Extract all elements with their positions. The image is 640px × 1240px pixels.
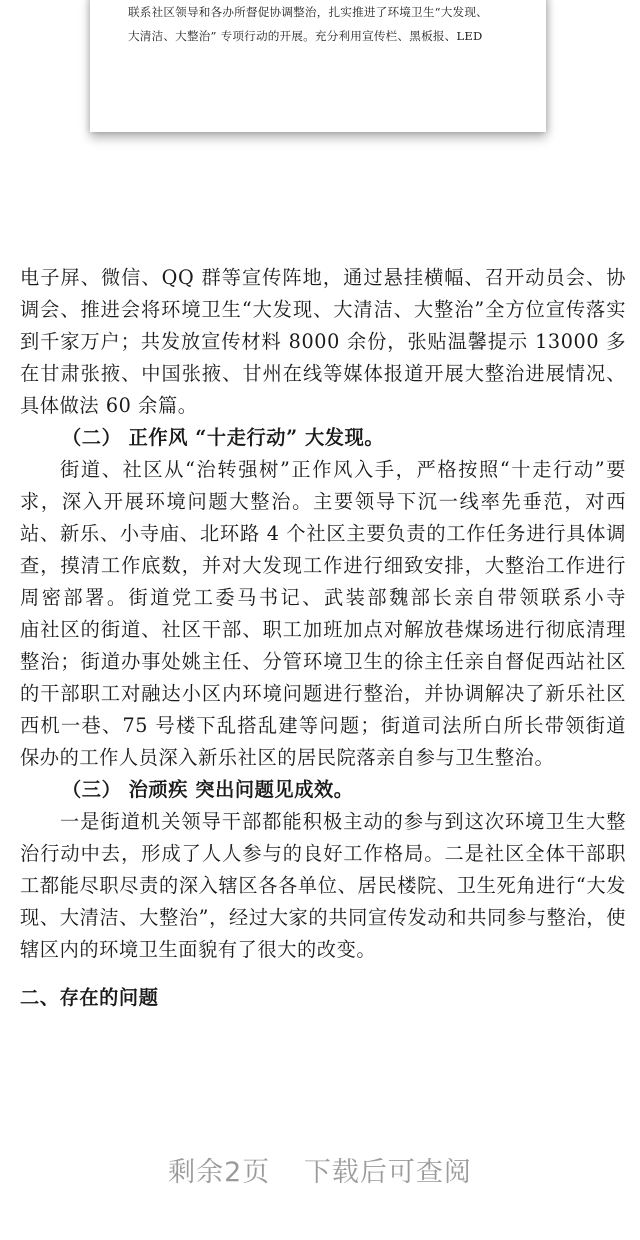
paragraph-line: 站、新乐、小寺庙、北环路 4 个社区主要负责的工作任务进行具体调	[20, 522, 626, 545]
subheading-2: （二） 正作风 “十走行动” 大发现。	[62, 426, 385, 449]
remaining-pages-prompt[interactable]	[0, 1150, 640, 1189]
remaining-pages-text: 剩余2页	[168, 1157, 271, 1188]
paragraph-line: 辖区内的环境卫生面貌有了很大的改变。	[20, 938, 377, 961]
paragraph-line: 街道、社区从“治转强树”正作风入手，严格按照“十走行动”要	[60, 458, 626, 481]
paragraph-line: 一是街道机关领导干部都能积极主动的参与到这次环境卫生大整	[60, 810, 626, 833]
paragraph-line: 保办的工作人员深入新乐社区的居民院落亲自参与卫生整治。	[20, 746, 555, 769]
prev-page-line-1: 联系社区领导和各办所督促协调整治，扎实推进了环境卫生“大发现、	[128, 5, 488, 19]
paragraph-line: 查，摸清工作底数，并对大发现工作进行细致安排，大整治工作进行	[20, 554, 626, 577]
paragraph-line: 在甘肃张掖、中国张掖、甘州在线等媒体报道开展大整治进展情况、	[20, 362, 626, 385]
download-to-view-text: 下载后可查阅	[303, 1157, 472, 1188]
paragraph-line: 西机一巷、75 号楼下乱搭乱建等问题；街道司法所白所长带领街道	[20, 714, 626, 737]
paragraph-line: 周密部署。街道党工委马书记、武装部魏部长亲自带领联系小寺	[20, 586, 626, 609]
paragraph-line: 电子屏、微信、QQ 群等宣传阵地，通过悬挂横幅、召开动员会、协	[20, 266, 626, 289]
paragraph-line: 的干部职工对融达小区内环境问题进行整治，并协调解决了新乐社区	[20, 682, 626, 705]
document-body	[20, 262, 626, 1014]
paragraph-line: 调会、推进会将环境卫生“大发现、大清洁、大整治”全方位宣传落实	[20, 298, 626, 321]
paragraph-line: 求，深入开展环境问题大整治。主要领导下沉一线率先垂范，对西	[20, 490, 626, 513]
paragraph-line: 治行动中去，形成了人人参与的良好工作格局。二是社区全体干部职	[20, 842, 626, 865]
paragraph-line: 现、大清洁、大整治”，经过大家的共同宣传发动和共同参与整治，使	[20, 906, 626, 929]
previous-page-card	[90, 0, 546, 132]
paragraph-line: 具体做法 60 余篇。	[20, 394, 198, 417]
subheading-3: （三） 治顽疾 突出问题见成效。	[62, 778, 354, 801]
paragraph-line: 整治；街道办事处姚主任、分管环境卫生的徐主任亲自督促西站社区	[20, 650, 626, 673]
paragraph-line: 庙社区的街道、社区干部、职工加班加点对解放巷煤场进行彻底清理	[20, 618, 626, 641]
paragraph-line: 工都能尽职尽责的深入辖区各各单位、居民楼院、卫生死角进行“大发	[20, 874, 626, 897]
paragraph-line: 到千家万户；共发放宣传材料 8000 余份，张贴温馨提示 13000 多	[20, 330, 626, 353]
prev-page-line-2: 大清洁、大整治” 专项行动的开展。充分利用宣传栏、黑板报、LED	[128, 29, 483, 43]
section-title-problems: 二、存在的问题	[20, 986, 159, 1009]
